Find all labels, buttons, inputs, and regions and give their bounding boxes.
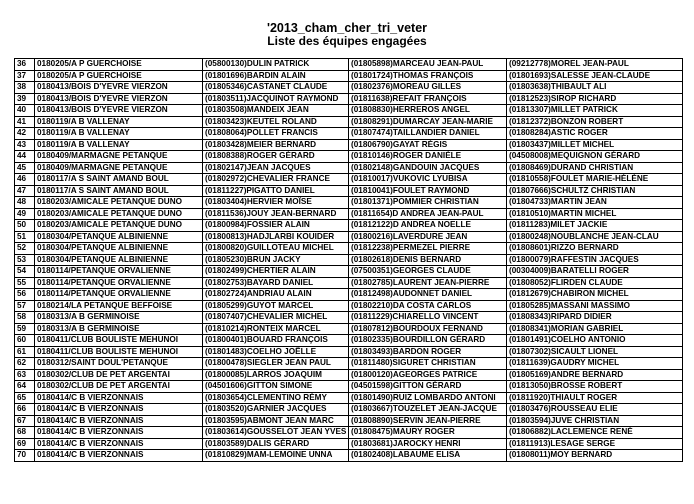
team-number-cell: 54 [15,266,35,278]
player-2-cell: (01810146)ROGER DANIÈLE [349,151,507,163]
team-number-cell: 49 [15,208,35,220]
team-number-cell: 41 [15,116,35,128]
player-1-cell: (01800820)GUILLOTEAU MICHEL [203,243,349,255]
table-row [15,277,683,289]
team-number-cell: 67 [15,415,35,427]
team-number-cell: 52 [15,243,35,255]
player-2-cell: (01805898)MARCEAU JEAN-PAUL [349,59,507,71]
club-team-cell: 0180312/SAINT DOUL'PETANQUE [35,358,203,370]
teams-table-body [15,59,683,462]
player-3-cell: (01813050)BROSSE ROBERT [507,381,683,393]
team-number-cell: 44 [15,151,35,163]
player-3-cell: (01813307)MILLET PATRICK [507,105,683,117]
player-3-cell: (09212778)MOREL JEAN-PAUL [507,59,683,71]
player-2-cell: (01801490)RUIZ LOMBARDO ANTONI [349,392,507,404]
player-3-cell: (01808469)DURAND CHRISTIAN [507,162,683,174]
document-subtitle: Liste des équipes engagées [267,34,427,48]
team-number-cell: 53 [15,254,35,266]
player-2-cell: (01803681)JAROCKY HENRI [349,438,507,450]
table-row [15,93,683,105]
player-3-cell: (01804733)MARTIN JEAN [507,197,683,209]
player-2-cell: (01801724)THOMAS FRANÇOIS [349,70,507,82]
player-1-cell: (01803423)KEUTEL ROLAND [203,116,349,128]
player-1-cell: (01805230)BRUN JACKY [203,254,349,266]
club-team-cell: 0180119/A B VALLENAY [35,128,203,140]
player-3-cell: (01801491)COELHO ANTONIO [507,335,683,347]
player-1-cell: (01803654)CLEMENTINO RÉMY [203,392,349,404]
player-3-cell: (01805285)MASSANI MASSIMO [507,300,683,312]
player-3-cell: (01808343)RIPARD DIDIER [507,312,683,324]
table-row [15,415,683,427]
player-3-cell: (01810558)FOULET MARIE-HÉLÈNE [507,174,683,186]
table-row [15,392,683,404]
team-number-cell: 63 [15,369,35,381]
team-number-cell: 40 [15,105,35,117]
team-number-cell: 39 [15,93,35,105]
player-3-cell: (01811639)GAUDRY MICHEL [507,358,683,370]
player-2-cell: (01800216)LAVERDURE JEAN [349,231,507,243]
club-team-cell: 0180205/A P GUERCHOISE [35,70,203,82]
player-2-cell: (01811638)REFAIT FRANÇOIS [349,93,507,105]
player-2-cell: (01812238)PERMEZEL PIERRE [349,243,507,255]
team-number-cell: 45 [15,162,35,174]
team-number-cell: 57 [15,300,35,312]
club-team-cell: 0180119/A B VALLENAY [35,116,203,128]
club-team-cell: 0180414/C B VIERZONNAIS [35,392,203,404]
player-2-cell: (01802618)DENIS BERNARD [349,254,507,266]
club-team-cell: 0180203/AMICALE PETANQUE DUNO [35,220,203,232]
player-3-cell: (01808052)FLIRDEN CLAUDE [507,277,683,289]
team-number-cell: 65 [15,392,35,404]
club-team-cell: 0180413/BOIS D'YEVRE VIERZON [35,93,203,105]
player-1-cell: (01803595)ABMONT JEAN MARC [203,415,349,427]
player-1-cell: (01802972)CHEVALIER FRANCE [203,174,349,186]
club-team-cell: 0180205/A P GUERCHOISE [35,59,203,71]
player-3-cell: (01806882)LACLEMENCE RENÉ [507,427,683,439]
club-team-cell: 0180117/A S SAINT AMAND BOUL [35,174,203,186]
player-2-cell: (01806790)GAYAT RÉGIS [349,139,507,151]
player-2-cell: (01812122)D ANDREA NOELLE [349,220,507,232]
club-team-cell: 0180313/A B GERMINOISE [35,323,203,335]
table-row [15,346,683,358]
team-number-cell: 42 [15,128,35,140]
player-1-cell: (01811227)PIGATTO DANIEL [203,185,349,197]
player-2-cell: (01808475)MAURY ROGER [349,427,507,439]
player-2-cell: (01800120)AGEORGES PATRICE [349,369,507,381]
club-team-cell: 0180413/BOIS D'YEVRE VIERZON [35,105,203,117]
player-3-cell: (01801693)SALESSE JEAN-CLAUDE [507,70,683,82]
table-row [15,404,683,416]
club-team-cell: 0180119/A B VALLENAY [35,139,203,151]
club-team-cell: 0180409/MARMAGNE PETANQUE [35,151,203,163]
player-3-cell: (01800248)NOUBLANCHE JEAN-CLAU [507,231,683,243]
table-row [15,335,683,347]
team-number-cell: 50 [15,220,35,232]
player-2-cell: (01802335)BOURDILLON GÉRARD [349,335,507,347]
club-team-cell: 0180203/AMICALE PETANQUE DUNO [35,208,203,220]
player-2-cell: (01802408)LABAUME ELISA [349,450,507,462]
team-number-cell: 66 [15,404,35,416]
player-1-cell: (01800085)LARROS JOAQUIM [203,369,349,381]
player-1-cell: (01802499)CHERTIER ALAIN [203,266,349,278]
player-3-cell: (01811913)LESAGE SERGE [507,438,683,450]
team-number-cell: 47 [15,185,35,197]
team-number-cell: 36 [15,59,35,71]
player-3-cell: (01812372)BONZON ROBERT [507,116,683,128]
team-number-cell: 58 [15,312,35,324]
player-1-cell: (01801483)COELHO JOËLLE [203,346,349,358]
player-2-cell: (01802210)DA COSTA CARLOS [349,300,507,312]
table-row [15,254,683,266]
team-number-cell: 37 [15,70,35,82]
team-number-cell: 69 [15,438,35,450]
club-team-cell: 0180304/PETANQUE ALBINIENNE [35,243,203,255]
player-2-cell: (01803493)BARDON ROGER [349,346,507,358]
table-row [15,174,683,186]
player-3-cell: (01803437)MILLET MICHEL [507,139,683,151]
player-2-cell: (01810041)FOULET RAYMOND [349,185,507,197]
player-1-cell: (01800401)BOUARD FRANÇOIS [203,335,349,347]
player-1-cell: (01803404)HERVIER MOÏSE [203,197,349,209]
player-2-cell: (01802376)MOREAU GILLES [349,82,507,94]
team-number-cell: 62 [15,358,35,370]
table-row [15,323,683,335]
club-team-cell: 0180203/AMICALE PETANQUE DUNO [35,197,203,209]
club-team-cell: 0180302/CLUB DE PET ARGENTAI [35,369,203,381]
player-1-cell: (01803508)MANDEIX JEAN [203,105,349,117]
player-3-cell: (01812523)SIROP RICHARD [507,93,683,105]
player-1-cell: (01803428)MEIER BERNARD [203,139,349,151]
table-row [15,220,683,232]
team-number-cell: 64 [15,381,35,393]
player-1-cell: (01802724)ANDRIAU ALAIN [203,289,349,301]
player-1-cell: (05800130)DULIN PATRICK [203,59,349,71]
club-team-cell: 0180214/LA PETANQUE BEFFOISE [35,300,203,312]
player-2-cell: (01807474)TAILLANDIER DANIEL [349,128,507,140]
document-header [0,22,694,48]
teams-table [14,58,683,462]
club-team-cell: 0180411/CLUB BOULISTE MEHUNOI [35,335,203,347]
table-row [15,358,683,370]
player-2-cell: (04501598)GITTON GÉRARD [349,381,507,393]
player-2-cell: (01808291)DUMARCAY JEAN-MARIE [349,116,507,128]
club-team-cell: 0180304/PETANQUE ALBINIENNE [35,231,203,243]
player-2-cell: (01803667)TOUZELET JEAN-JACQUE [349,404,507,416]
player-2-cell: (01811654)D ANDREA JEAN-PAUL [349,208,507,220]
player-1-cell: (01808388)ROGER GÉRARD [203,151,349,163]
player-3-cell: (04508008)MEQUIGNON GÉRARD [507,151,683,163]
player-3-cell: (01808341)MORIAN GABRIEL [507,323,683,335]
player-1-cell: (01803511)JACQUINOT RAYMOND [203,93,349,105]
table-row [15,59,683,71]
club-team-cell: 0180414/C B VIERZONNAIS [35,404,203,416]
team-number-cell: 55 [15,277,35,289]
team-number-cell: 38 [15,82,35,94]
team-number-cell: 46 [15,174,35,186]
player-1-cell: (04501606)GITTON SIMONE [203,381,349,393]
player-3-cell: (01808284)ASTIC ROGER [507,128,683,140]
player-3-cell: (01805169)ANDRE BERNARD [507,369,683,381]
club-team-cell: 0180409/MARMAGNE PETANQUE [35,162,203,174]
player-1-cell: (01800984)FOSSIER ALAIN [203,220,349,232]
player-2-cell: (01811480)SIGURET CHRISTIAN [349,358,507,370]
player-3-cell: (01810510)MARTIN MICHEL [507,208,683,220]
player-1-cell: (01802753)BAYARD DANIEL [203,277,349,289]
player-2-cell: (01802785)LAURENT JEAN-PIERRE [349,277,507,289]
table-row [15,162,683,174]
player-1-cell: (01810829)MAM-LEMOINE UNNA [203,450,349,462]
club-team-cell: 0180114/PETANQUE ORVALIENNE [35,277,203,289]
player-3-cell: (01807302)SICAULT LIONEL [507,346,683,358]
player-1-cell: (01801696)BARDIN ALAIN [203,70,349,82]
table-row [15,185,683,197]
club-team-cell: 0180411/CLUB BOULISTE MEHUNOI [35,346,203,358]
club-team-cell: 0180413/BOIS D'YEVRE VIERZON [35,82,203,94]
player-1-cell: (01805346)CASTANET CLAUDE [203,82,349,94]
team-number-cell: 59 [15,323,35,335]
club-team-cell: 0180302/CLUB DE PET ARGENTAI [35,381,203,393]
table-row [15,116,683,128]
team-number-cell: 43 [15,139,35,151]
player-3-cell: (01803638)THIBAULT ALI [507,82,683,94]
player-2-cell: (01808890)SERVIN JEAN-PIERRE [349,415,507,427]
team-number-cell: 61 [15,346,35,358]
player-1-cell: (01802147)JEAN JACQUES [203,162,349,174]
player-1-cell: (01800813)HADJLARBI KOUIDER [203,231,349,243]
player-1-cell: (01811536)JOUY JEAN-BERNARD [203,208,349,220]
player-1-cell: (01800478)SIEGLER JEAN PAUL [203,358,349,370]
table-row [15,450,683,462]
player-1-cell: (01810214)RONTEIX MARCEL [203,323,349,335]
table-row [15,70,683,82]
player-3-cell: (01803476)ROUSSEAU ELIE [507,404,683,416]
table-row [15,139,683,151]
team-number-cell: 56 [15,289,35,301]
table-row [15,197,683,209]
player-2-cell: (01807812)BOURDOUX FERNAND [349,323,507,335]
table-row [15,427,683,439]
club-team-cell: 0180114/PETANQUE ORVALIENNE [35,266,203,278]
table-row [15,105,683,117]
team-number-cell: 68 [15,427,35,439]
table-row [15,151,683,163]
table-row [15,128,683,140]
table-row [15,381,683,393]
player-2-cell: (01812498)AUDONNET DANIEL [349,289,507,301]
player-3-cell: (01811283)MILET JACKIE [507,220,683,232]
table-row [15,312,683,324]
table-row [15,82,683,94]
table-row [15,231,683,243]
player-3-cell: (01812679)CHABIRON MICHEL [507,289,683,301]
player-1-cell: (01807407)CHEVALIER MICHEL [203,312,349,324]
player-3-cell: (01800079)RAFFESTIN JACQUES [507,254,683,266]
club-team-cell: 0180414/C B VIERZONNAIS [35,450,203,462]
table-row [15,369,683,381]
team-number-cell: 70 [15,450,35,462]
club-team-cell: 0180304/PETANQUE ALBINIENNE [35,254,203,266]
document-title: '2013_cham_cher_tri_veter [266,21,428,35]
player-2-cell: (01810017)VUKOVIC LYUBISA [349,174,507,186]
table-row [15,289,683,301]
club-team-cell: 0180414/C B VIERZONNAIS [35,438,203,450]
player-2-cell: (01808830)HERREROS ANGEL [349,105,507,117]
club-team-cell: 0180117/A S SAINT AMAND BOUL [35,185,203,197]
table-row [15,266,683,278]
player-1-cell: (01805299)GUYOT MARCEL [203,300,349,312]
player-3-cell: (01803594)JUVE CHRISTIAN [507,415,683,427]
club-team-cell: 0180414/C B VIERZONNAIS [35,427,203,439]
player-3-cell: (01808011)MOY BERNARD [507,450,683,462]
club-team-cell: 0180114/PETANQUE ORVALIENNE [35,289,203,301]
player-3-cell: (01808601)RIZZO BERNARD [507,243,683,255]
player-2-cell: (07500351)GEORGES CLAUDE [349,266,507,278]
team-number-cell: 48 [15,197,35,209]
player-2-cell: (01802148)GANDOUIN JACQUES [349,162,507,174]
player-3-cell: (00304009)BARATELLI ROGER [507,266,683,278]
player-1-cell: (01808064)POLLET FRANCIS [203,128,349,140]
player-3-cell: (01807666)SCHULTZ CHRISTIAN [507,185,683,197]
player-1-cell: (01803520)GARNIER JACQUES [203,404,349,416]
table-row [15,208,683,220]
team-number-cell: 60 [15,335,35,347]
player-1-cell: (01803614)GOUSSELOT JEAN YVES [203,427,349,439]
player-2-cell: (01801371)POMMIER CHRISTIAN [349,197,507,209]
team-number-cell: 51 [15,231,35,243]
club-team-cell: 0180313/A B GERMINOISE [35,312,203,324]
club-team-cell: 0180414/C B VIERZONNAIS [35,415,203,427]
table-row [15,300,683,312]
table-row [15,243,683,255]
player-2-cell: (01811229)CHIARELLO VINCENT [349,312,507,324]
player-3-cell: (01811920)THIAULT ROGER [507,392,683,404]
table-row [15,438,683,450]
player-1-cell: (01803589)DALIS GÉRARD [203,438,349,450]
